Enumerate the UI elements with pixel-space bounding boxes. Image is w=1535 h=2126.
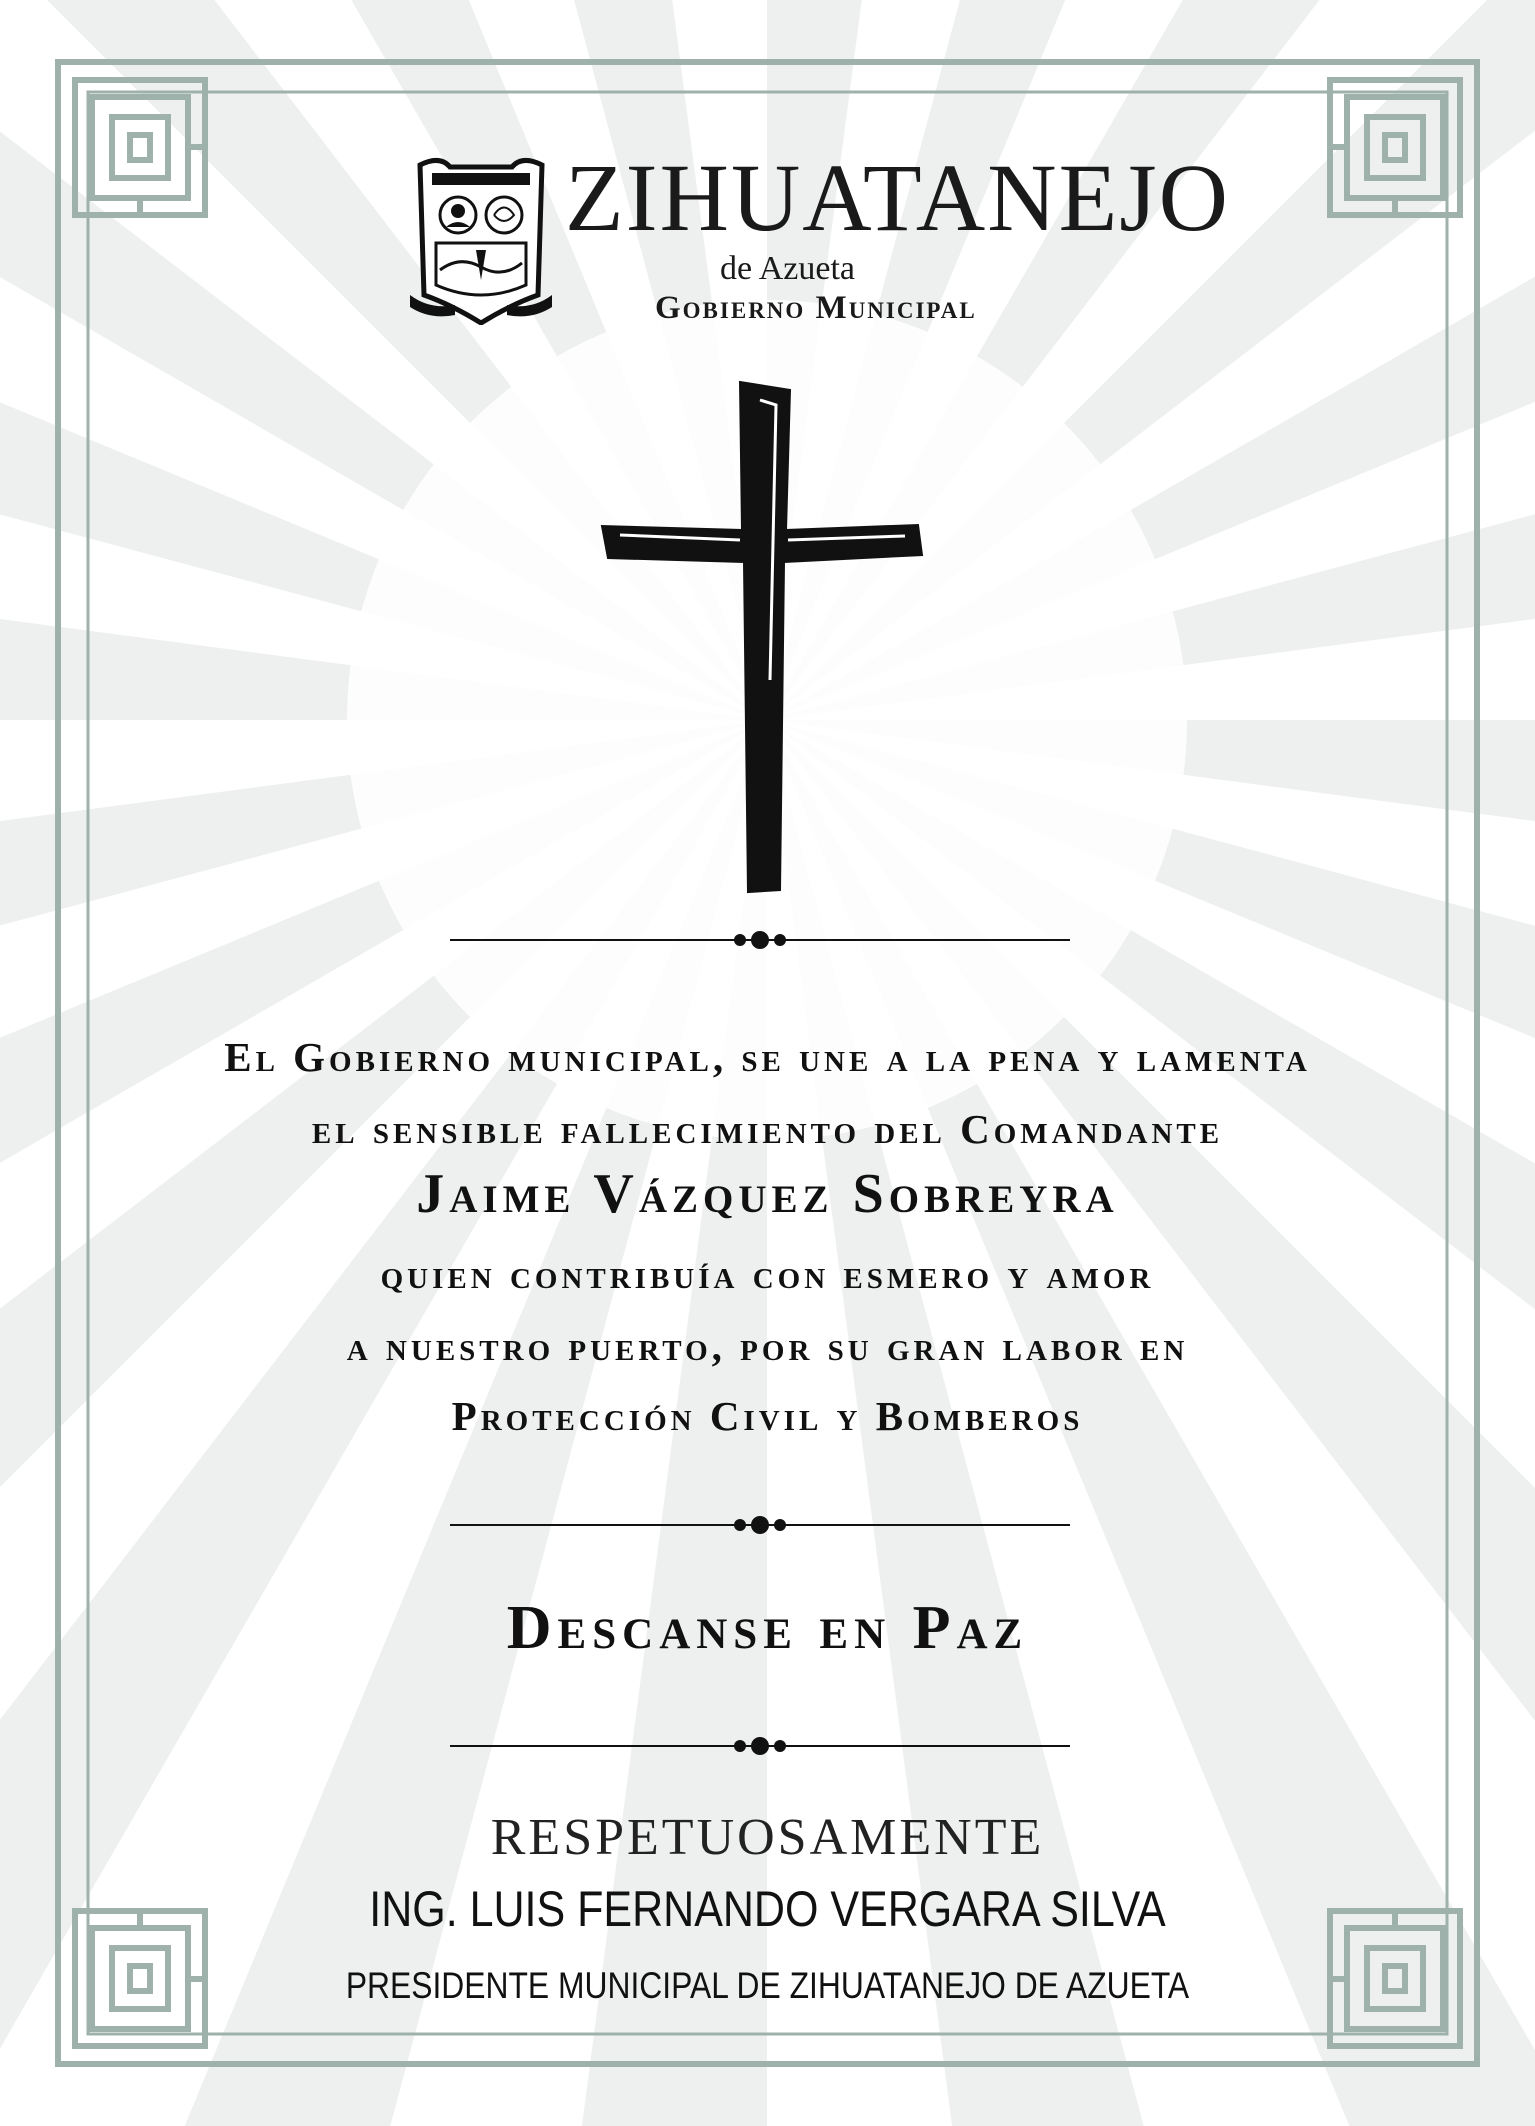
brand-government: Gobierno Municipal: [655, 290, 977, 326]
message-line: a nuestro puerto, por su gran labor en: [346, 1323, 1189, 1369]
signer-name: ING. LUIS FERNANDO VERGARA SILVA: [369, 1881, 1166, 1937]
ornament-divider-icon: [450, 1731, 1070, 1761]
deceased-name: Jaime Vázquez Sobreyra: [416, 1163, 1119, 1225]
ornament-divider-icon: [450, 1510, 1070, 1540]
corner-ornament: [1330, 80, 1460, 215]
message-line: el sensible fallecimiento del Comandante: [311, 1106, 1224, 1152]
brand-subtitle: de Azueta: [720, 250, 855, 287]
brand-title: ZIHUATANEJO: [565, 144, 1230, 251]
message-line: Protección Civil y Bomberos: [451, 1393, 1084, 1439]
signer-role: PRESIDENTE MUNICIPAL DE ZIHUATANEJO DE AZUETA: [345, 1965, 1190, 2006]
respectfully-label: RESPETUOSAMENTE: [490, 1809, 1045, 1866]
message-line: El Gobierno municipal, se une a la pena y lamenta: [224, 1034, 1311, 1080]
municipal-seal-icon: [410, 155, 552, 325]
corner-ornament: [75, 80, 205, 215]
cross-icon: [600, 380, 925, 900]
ornament-divider-icon: [450, 925, 1070, 955]
message-line: quien contribuía con esmero y amor: [380, 1251, 1155, 1297]
rest-in-peace: Descanse en Paz: [506, 1594, 1029, 1662]
